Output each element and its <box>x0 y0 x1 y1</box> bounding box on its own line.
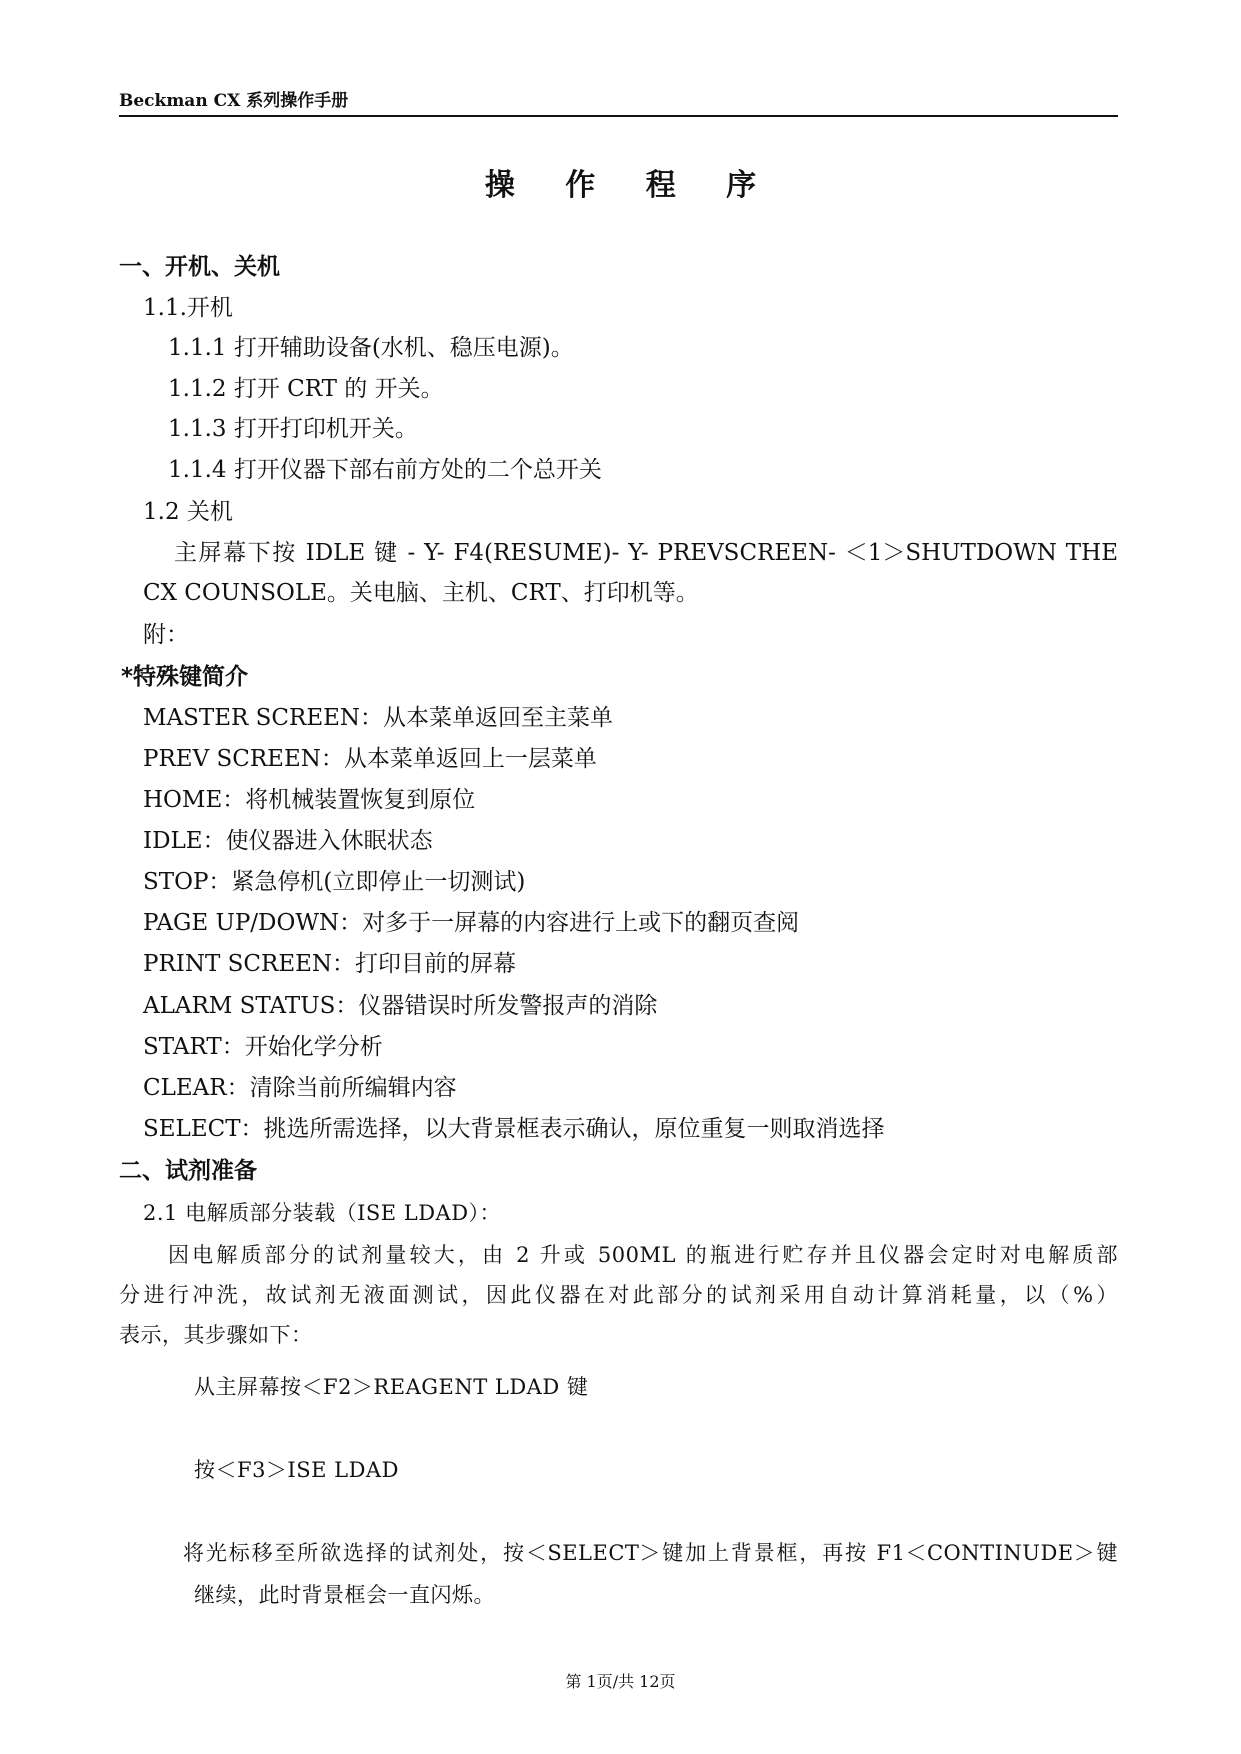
reagent-paragraph-line-2: 分进行冲洗，故试剂无液面测试，因此仪器在对此部分的试剂采用自动计算消耗量，以（%） <box>119 1283 1118 1307</box>
key-item: HOME：将机械装置恢复到原位 <box>143 787 476 813</box>
key-item: ALARM STATUS：仪器错误时所发警报声的消除 <box>143 993 658 1019</box>
ise-step-reagent-load: 从主屏幕按＜F2＞REAGENT LDAD 键 <box>194 1375 589 1399</box>
page-number-footer: 第 1页/共 12页 <box>565 1672 676 1691</box>
key-item: MASTER SCREEN：从本菜单返回至主菜单 <box>143 705 614 731</box>
step-1-1-4: 1.1.4 打开仪器下部右前方处的二个总开关 <box>168 457 602 483</box>
reagent-paragraph-line-3: 表示，其步骤如下： <box>119 1323 313 1347</box>
section-heading-power: 一、开机、关机 <box>119 254 280 280</box>
key-item: START：开始化学分析 <box>143 1034 383 1060</box>
special-keys-heading: *特殊键简介 <box>121 664 249 690</box>
ise-step-f3: 按＜F3＞ISE LDAD <box>194 1458 399 1482</box>
step-1-1-3: 1.1.3 打开打印机开关。 <box>168 416 418 442</box>
running-header: Beckman CX 系列操作手册 <box>119 90 1118 117</box>
subheading-power-on: 1.1.开机 <box>143 295 233 321</box>
key-item: SELECT：挑选所需选择，以大背景框表示确认，原位重复一则取消选择 <box>143 1116 885 1142</box>
reagent-paragraph-line-1: 因电解质部分的试剂量较大，由 2 升或 500ML 的瓶进行贮存并且仪器会定时对电解质部 <box>168 1243 1118 1267</box>
page-title: 操 作 程 序 <box>484 168 777 203</box>
subheading-ise-load: 2.1 电解质部分装载（ISE LDAD）： <box>143 1201 502 1225</box>
ise-step-select-line-1: 将光标移至所欲选择的试剂处，按＜SELECT＞键加上背景框，再按 F1＜CONTINUDE＞键 <box>183 1541 1118 1565</box>
appendix-label: 附： <box>143 622 189 648</box>
shutdown-instruction-line-1: 主屏幕下按 IDLE 键 - Y- F4(RESUME)- Y- PREVSCREEN- ＜1＞SHUTDOWN THE <box>174 540 1118 566</box>
subheading-power-off: 1.2 关机 <box>143 499 233 525</box>
key-item: CLEAR：清除当前所编辑内容 <box>143 1075 457 1101</box>
key-item: PAGE UP/DOWN：对多于一屏幕的内容进行上或下的翻页查阅 <box>143 910 800 936</box>
step-1-1-2: 1.1.2 打开 CRT 的 开关。 <box>168 376 444 402</box>
key-item: PREV SCREEN：从本菜单返回上一层菜单 <box>143 746 597 772</box>
key-item: STOP：紧急停机(立即停止一切测试) <box>143 869 526 895</box>
section-heading-reagent: 二、试剂准备 <box>119 1158 257 1184</box>
key-item: PRINT SCREEN：打印目前的屏幕 <box>143 951 517 977</box>
ise-step-select-line-2: 继续，此时背景框会一直闪烁。 <box>194 1583 495 1607</box>
step-1-1-1: 1.1.1 打开辅助设备(水机、稳压电源)。 <box>168 335 574 361</box>
shutdown-instruction-line-2: CX COUNSOLE。关电脑、主机、CRT、打印机等。 <box>143 580 699 606</box>
key-item: IDLE：使仪器进入休眠状态 <box>143 828 433 854</box>
